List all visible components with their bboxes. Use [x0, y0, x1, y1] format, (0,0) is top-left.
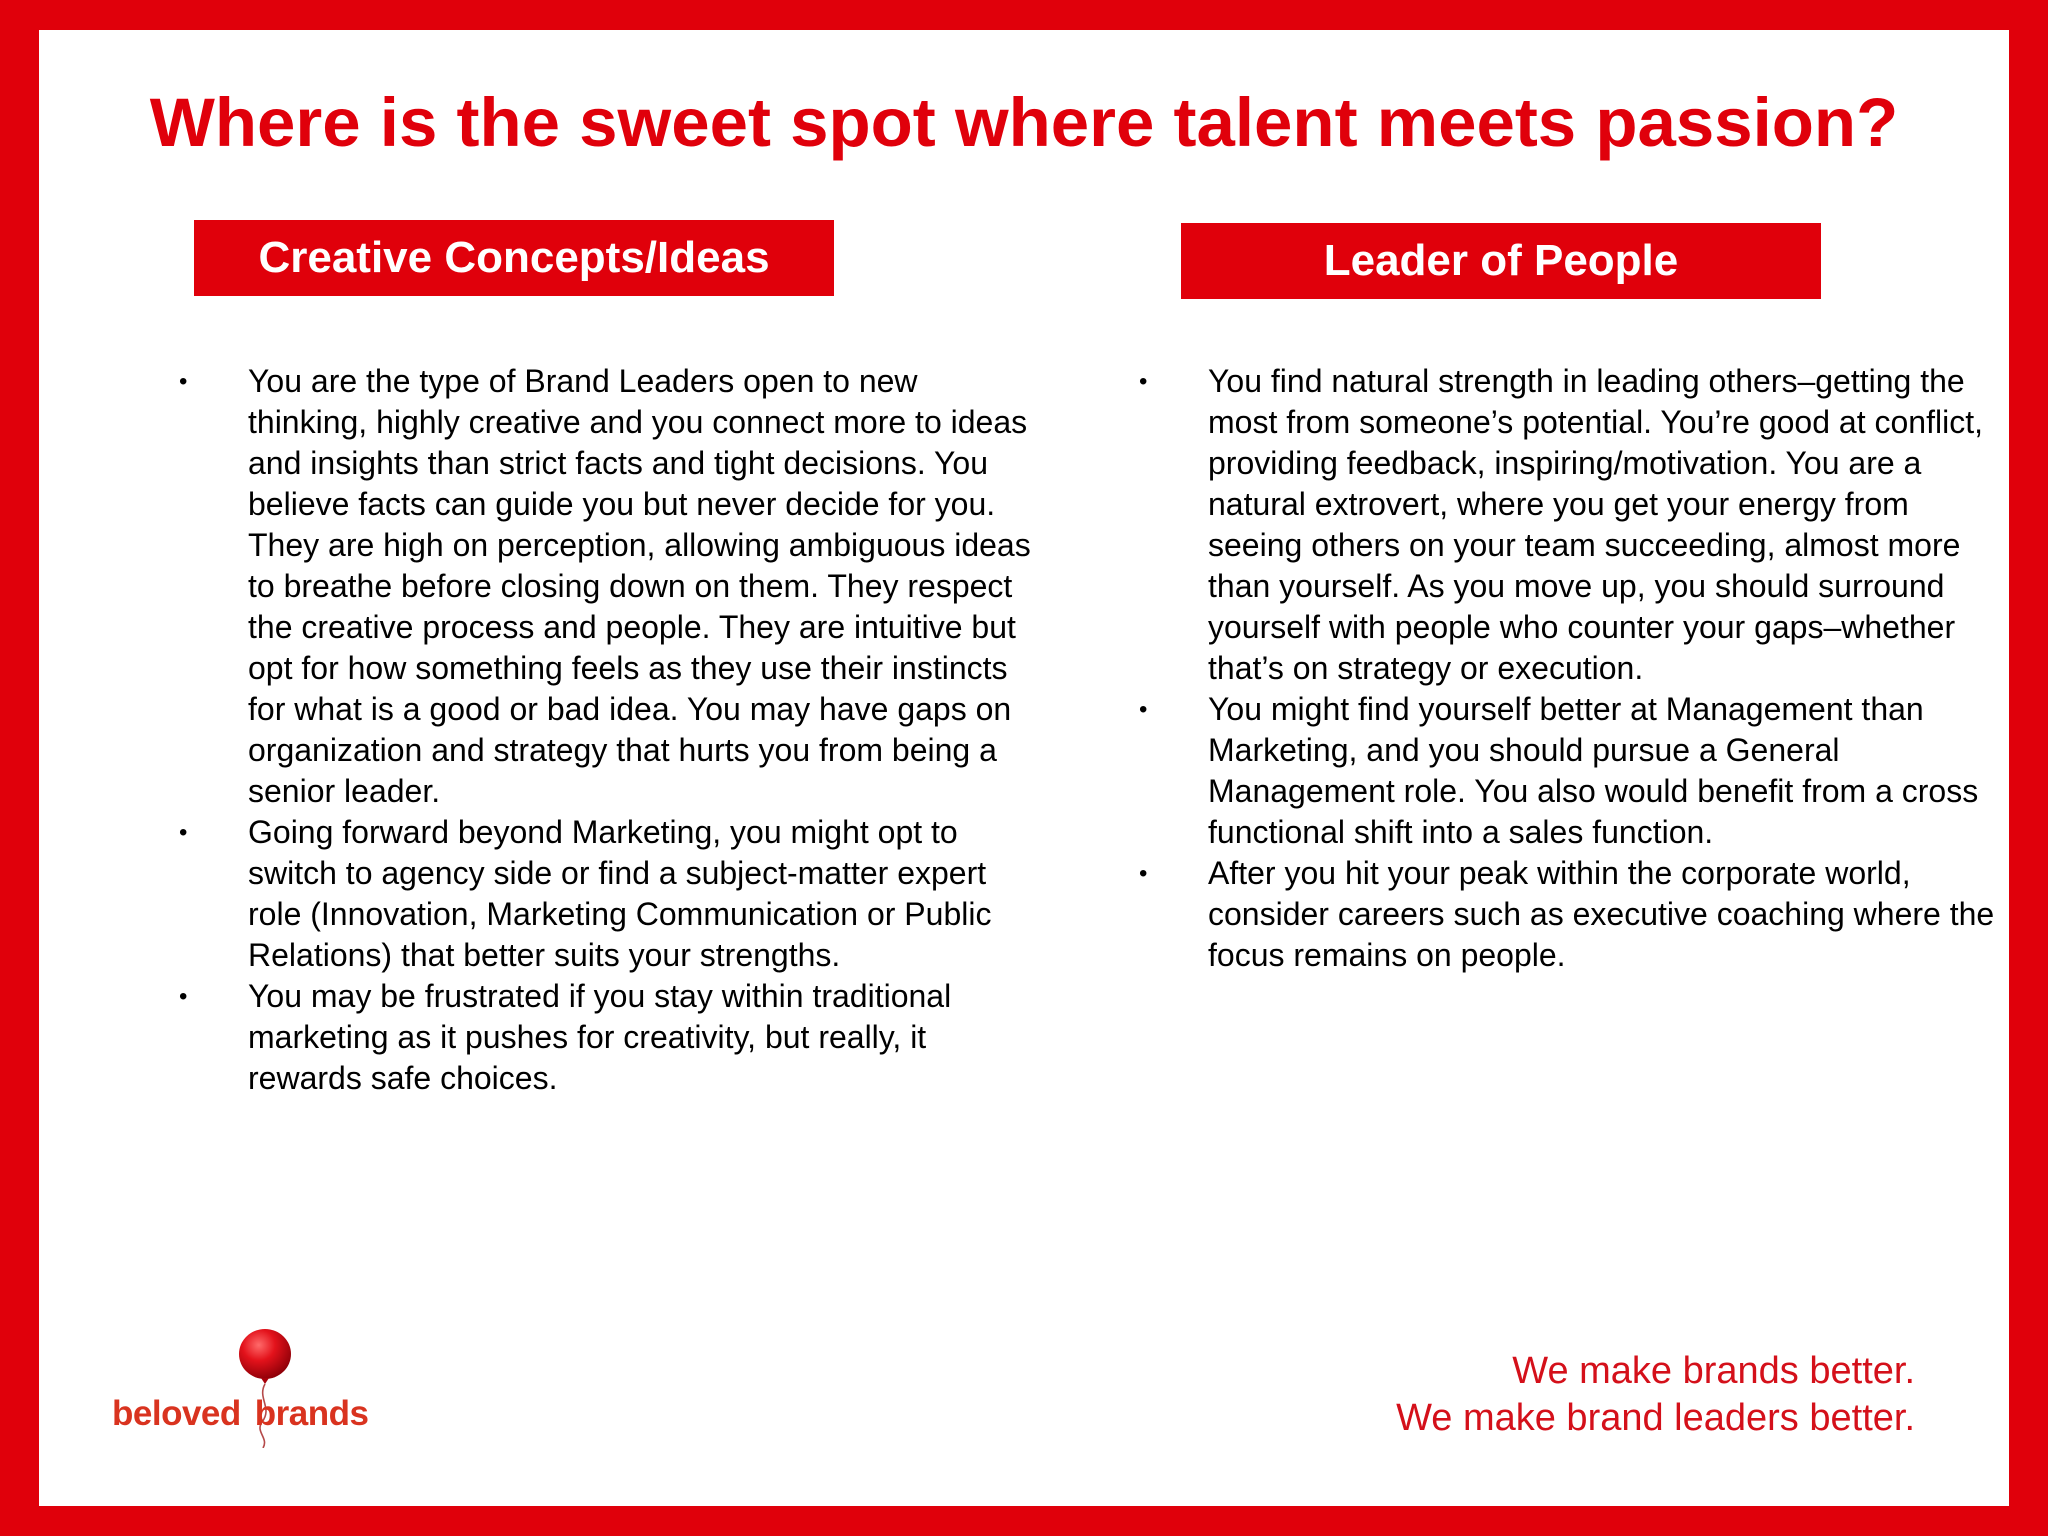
list-item	[1139, 689, 1989, 853]
logo-word-beloved: beloved	[112, 1394, 241, 1433]
slide-title: Where is the sweet spot where talent meets passion?	[149, 84, 1899, 161]
bullet-text: You are the type of Brand Leaders open to new thinking, highly creative and you connect more to ideas and insights than strict facts and tight decisions. You believe facts can guide you but never decide for you. They are high on perception, allowing ambiguous ideas to breathe before closing down on them. They respect the creative process and people. They are intuitive but opt for how something feels as they use their instincts for what is a good or bad idea. You may have gaps on organization and strategy that hurts you from being a senior leader.	[248, 363, 1031, 809]
tagline	[1396, 1348, 1915, 1442]
creative-concepts-bullet-list	[179, 361, 1059, 1099]
creative-concepts-header-label: Creative Concepts/Ideas	[258, 233, 770, 282]
list-item	[179, 812, 1059, 976]
list-item	[1139, 361, 1989, 689]
slide-canvas	[39, 30, 2009, 1506]
bullet-text: After you hit your peak within the corporate world, consider careers such as executive coaching where the focus remains on people.	[1208, 855, 1995, 973]
list-item	[1139, 853, 1995, 976]
bullet-icon: •	[1139, 368, 1148, 395]
bullet-text: You might find yourself better at Management than Marketing, and you should pursue a General Management role. You also would benefit from a cross functional shift into a sales function.	[1208, 691, 1979, 850]
bullet-icon: •	[1139, 860, 1148, 887]
bullet-text: You find natural strength in leading others–getting the most from someone’s potential. You’re good at conflict, providing feedback, inspiring/motivation. You are a natural extrovert, where you get your energy from seeing others on your team succeeding, almost more than yourself. As you move up, you should surround yourself with people who counter your gaps–whether that’s on strategy or execution.	[1208, 363, 1983, 686]
bullet-icon: •	[179, 819, 188, 846]
creative-concepts-header	[194, 220, 834, 296]
leader-of-people-header-label: Leader of People	[1323, 236, 1679, 285]
tagline-line-2: We make brand leaders better.	[1396, 1397, 1915, 1439]
list-item	[179, 976, 1059, 1099]
logo-word-brands: brands	[254, 1394, 369, 1433]
bullet-icon: •	[179, 983, 188, 1010]
bullet-text: You may be frustrated if you stay within traditional marketing as it pushes for creativity, but really, it rewards safe choices.	[248, 978, 952, 1096]
bullet-text: Going forward beyond Marketing, you might opt to switch to agency side or find a subject-matter expert role (Innovation, Marketing Communication or Public Relations) that better suits your strengths.	[248, 814, 992, 973]
beloved-brands-logo	[112, 1394, 368, 1434]
bullet-icon: •	[179, 368, 188, 395]
leader-of-people-bullet-list	[1139, 361, 1995, 976]
leader-of-people-header	[1181, 223, 1821, 299]
list-item	[179, 361, 1059, 812]
tagline-line-1: We make brands better.	[1512, 1350, 1915, 1392]
bullet-icon: •	[1139, 696, 1148, 723]
